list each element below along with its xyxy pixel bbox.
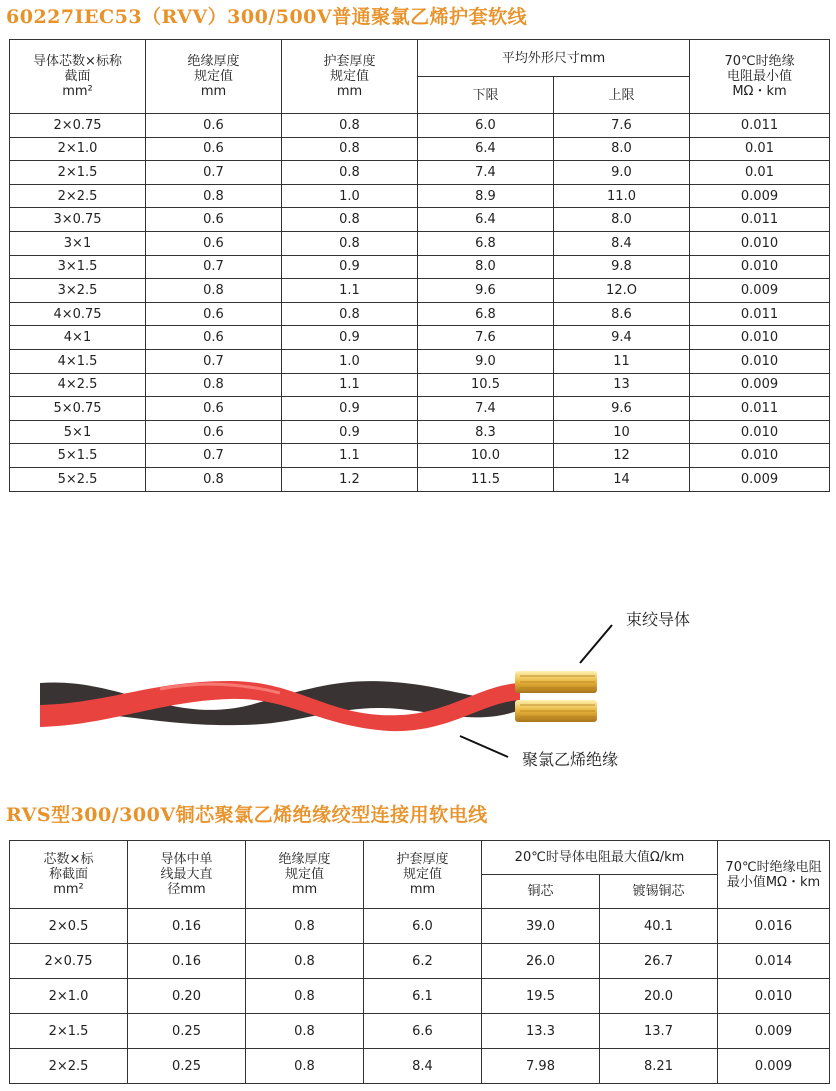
table-cell: 0.010 [690,326,830,350]
table-cell: 1.0 [282,349,418,373]
table-cell: 0.7 [146,161,282,185]
table-cell: 9.6 [418,279,554,303]
table-cell: 0.009 [690,467,830,491]
table-cell: 26.7 [600,944,718,979]
table-row [10,137,830,161]
table-cell: 6.0 [418,114,554,138]
table-cell: 0.010 [690,444,830,468]
header-core-section: 导体芯数×标称 截面 mm² [10,40,146,114]
header-insulation-thickness: 绝缘厚度 规定值 mm [146,40,282,114]
label-stranded-conductor: 束绞导体 [626,610,691,629]
table-cell: 0.6 [146,137,282,161]
table-cell: 6.1 [364,979,482,1014]
table-cell: 7.4 [418,161,554,185]
table-cell: 10 [554,420,690,444]
callout-line-bottom [460,736,508,757]
table-row [10,420,830,444]
table-cell: 5×1.5 [10,444,146,468]
table-cell: 0.8 [282,208,418,232]
rvs-spec-table [9,840,830,1084]
table-cell: 2×0.75 [10,944,128,979]
table-cell: 0.8 [146,279,282,303]
table-cell: 13.7 [600,1014,718,1049]
header-lower-limit: 下限 [418,77,554,114]
table-cell: 10.5 [418,373,554,397]
table-row [10,944,830,979]
table-cell: 0.011 [690,208,830,232]
table-cell: 19.5 [482,979,600,1014]
table-cell: 4×1 [10,326,146,350]
table-cell: 26.0 [482,944,600,979]
table-cell: 7.6 [418,326,554,350]
table-row [10,349,830,373]
table-cell: 13 [554,373,690,397]
table-cell: 2×0.5 [10,909,128,944]
table-cell: 0.8 [282,114,418,138]
table-cell: 0.7 [146,255,282,279]
table-cell: 2×2.5 [10,1049,128,1084]
table-row [10,279,830,303]
table-cell: 8.3 [418,420,554,444]
twisted-cable-illustration [0,585,836,795]
table-row [10,184,830,208]
table-cell: 6.2 [364,944,482,979]
table-cell: 1.1 [282,373,418,397]
table-cell: 12.O [554,279,690,303]
table-cell: 4×0.75 [10,302,146,326]
table-cell: 0.6 [146,208,282,232]
table-cell: 0.6 [146,326,282,350]
header-upper-limit: 上限 [554,77,690,114]
header-outer-dimension: 平均外形尺寸mm [418,40,690,77]
table-cell: 0.8 [146,467,282,491]
table-cell: 6.4 [418,208,554,232]
table-cell: 11.5 [418,467,554,491]
table-cell: 8.6 [554,302,690,326]
table1-title: 60227IEC53（RVV）300/500V普通聚氯乙烯护套软线 [6,6,528,28]
header-tinned-copper-core: 镀锡铜芯 [600,875,718,909]
table-cell: 0.7 [146,444,282,468]
header-core-section: 芯数×标 称截面 mm² [10,841,128,909]
table-cell: 0.009 [690,373,830,397]
table-cell: 7.6 [554,114,690,138]
header-insulation-resistance: 70℃时绝缘 电阻最小值 MΩ・km [690,40,830,114]
table-cell: 8.9 [418,184,554,208]
table-row [10,208,830,232]
table-row [10,114,830,138]
table-cell: 5×1 [10,420,146,444]
table-cell: 0.8 [282,231,418,255]
table-cell: 0.010 [690,349,830,373]
header-sheath-thickness: 护套厚度 规定值 mm [364,841,482,909]
table-cell: 0.6 [146,397,282,421]
table-cell: 0.8 [282,137,418,161]
rvv-spec-table [9,39,830,492]
table-cell: 0.009 [718,1049,830,1084]
table-cell: 3×1 [10,231,146,255]
table-cell: 6.0 [364,909,482,944]
table-cell: 3×2.5 [10,279,146,303]
table-cell: 8.0 [418,255,554,279]
header-conductor-resistance: 20℃时导体电阻最大值Ω/km [482,841,718,875]
header-copper-core: 铜芯 [482,875,600,909]
table-cell: 8.0 [554,137,690,161]
table-row [10,161,830,185]
table-row [10,397,830,421]
table-cell: 0.9 [282,420,418,444]
header-sheath-thickness: 护套厚度 规定值 mm [282,40,418,114]
header-insulation-thickness: 绝缘厚度 规定值 mm [246,841,364,909]
table-row [10,255,830,279]
table-cell: 0.9 [282,326,418,350]
table-cell: 6.8 [418,231,554,255]
table-row [10,302,830,326]
table-cell: 0.8 [246,944,364,979]
table-cell: 0.8 [246,979,364,1014]
table-cell: 0.16 [128,944,246,979]
table-cell: 0.009 [718,1014,830,1049]
table-cell: 9.8 [554,255,690,279]
table-cell: 11.0 [554,184,690,208]
table-cell: 0.01 [690,161,830,185]
table-cell: 12 [554,444,690,468]
table-row [10,909,830,944]
table-cell: 7.98 [482,1049,600,1084]
table-cell: 2×1.0 [10,979,128,1014]
table-cell: 0.9 [282,255,418,279]
table-cell: 8.0 [554,208,690,232]
table-cell: 0.016 [718,909,830,944]
label-pvc-insulation: 聚氯乙烯绝缘 [522,750,619,769]
table-cell: 1.0 [282,184,418,208]
table-row [10,979,830,1014]
table-row [10,467,830,491]
table-cell: 0.6 [146,420,282,444]
table-cell: 2×0.75 [10,114,146,138]
table-cell: 2×2.5 [10,184,146,208]
table-cell: 40.1 [600,909,718,944]
table-cell: 3×0.75 [10,208,146,232]
table-cell: 0.25 [128,1049,246,1084]
table-row [10,444,830,468]
table-cell: 6.8 [418,302,554,326]
table-cell: 0.8 [282,302,418,326]
table-cell: 0.25 [128,1014,246,1049]
table-cell: 0.6 [146,231,282,255]
header-wire-diameter: 导体中单 线最大直 径mm [128,841,246,909]
table-cell: 0.8 [246,1049,364,1084]
table-cell: 0.9 [282,397,418,421]
table-cell: 4×2.5 [10,373,146,397]
table-cell: 8.21 [600,1049,718,1084]
table-row [10,1014,830,1049]
table-cell: 13.3 [482,1014,600,1049]
table-cell: 0.8 [146,184,282,208]
table-cell: 2×1.5 [10,161,146,185]
table-cell: 8.4 [364,1049,482,1084]
table-cell: 0.011 [690,114,830,138]
callout-line-top [580,625,612,663]
table-cell: 0.16 [128,909,246,944]
table-cell: 0.20 [128,979,246,1014]
table-cell: 0.009 [690,279,830,303]
table-cell: 0.014 [718,944,830,979]
table-cell: 0.010 [690,255,830,279]
table-cell: 20.0 [600,979,718,1014]
header-insulation-resistance: 70℃时绝缘电阻 最小值MΩ・km [718,841,830,909]
table-row [10,1049,830,1084]
table-cell: 4×1.5 [10,349,146,373]
table-cell: 1.2 [282,467,418,491]
table-cell: 0.8 [146,373,282,397]
table-cell: 11 [554,349,690,373]
table-cell: 0.011 [690,302,830,326]
table2-title: RVS型300/300V铜芯聚氯乙烯绝缘绞型连接用软电线 [6,804,488,826]
table-cell: 0.011 [690,397,830,421]
table-cell: 0.7 [146,349,282,373]
table-cell: 2×1.5 [10,1014,128,1049]
table-cell: 6.6 [364,1014,482,1049]
table-cell: 0.010 [690,231,830,255]
table-cell: 3×1.5 [10,255,146,279]
table-cell: 9.4 [554,326,690,350]
table-cell: 9.0 [418,349,554,373]
table-cell: 9.0 [554,161,690,185]
table-cell: 7.4 [418,397,554,421]
table-cell: 0.009 [690,184,830,208]
table-cell: 5×0.75 [10,397,146,421]
table-cell: 10.0 [418,444,554,468]
table-cell: 0.01 [690,137,830,161]
table-cell: 8.4 [554,231,690,255]
table-cell: 2×1.0 [10,137,146,161]
table-cell: 1.1 [282,444,418,468]
table-row [10,231,830,255]
table-cell: 9.6 [554,397,690,421]
table-cell: 5×2.5 [10,467,146,491]
table-cell: 39.0 [482,909,600,944]
table-cell: 0.010 [718,979,830,1014]
table-cell: 0.010 [690,420,830,444]
table-cell: 0.6 [146,114,282,138]
table-cell: 1.1 [282,279,418,303]
table-cell: 14 [554,467,690,491]
table-cell: 6.4 [418,137,554,161]
table-cell: 0.6 [146,302,282,326]
table-cell: 0.8 [246,1014,364,1049]
table-cell: 0.8 [282,161,418,185]
table-row [10,373,830,397]
table-cell: 0.8 [246,909,364,944]
table-row [10,326,830,350]
